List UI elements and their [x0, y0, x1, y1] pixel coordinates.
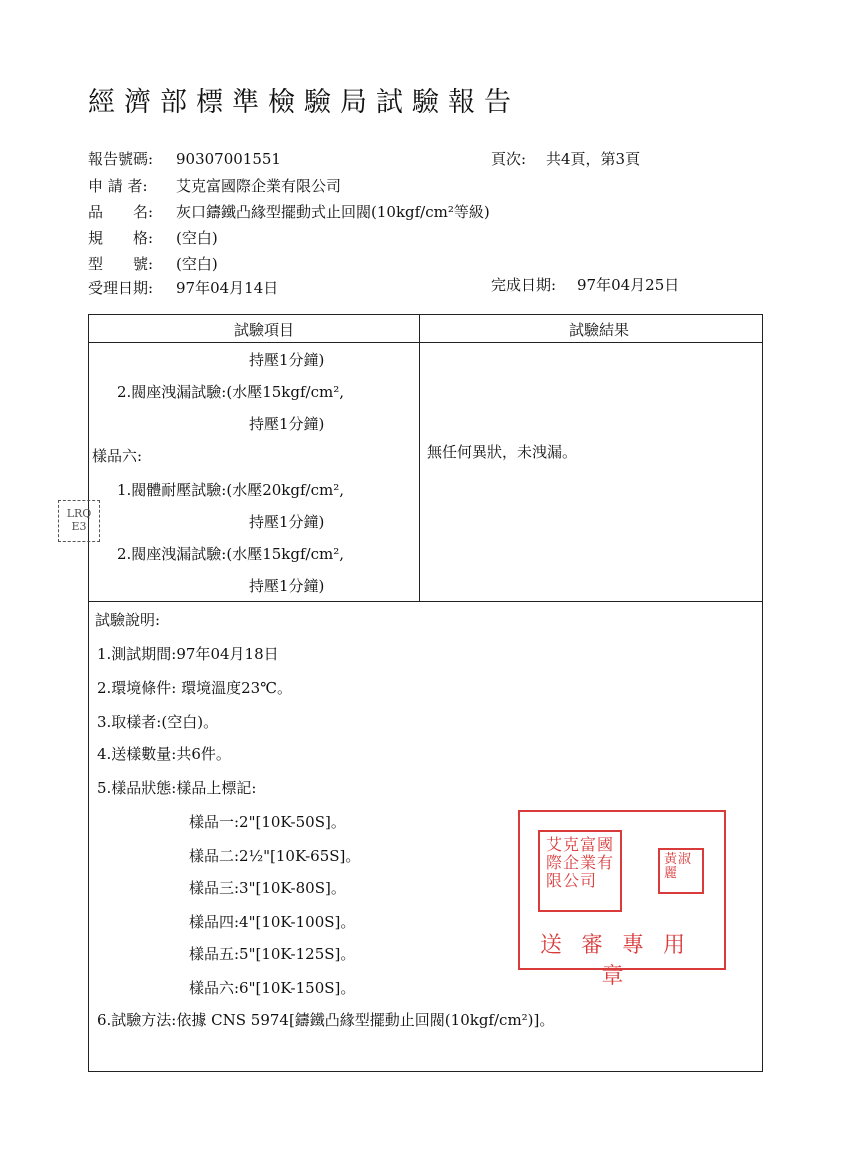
spec-row	[88, 227, 218, 248]
completed-date-value: 97年04月25日	[577, 276, 680, 294]
item-line: 持壓1分鐘)	[249, 577, 325, 595]
sample-mark: 樣品六:6"[10K-150S]。	[189, 979, 356, 997]
notes-divider	[89, 601, 762, 602]
company-seal-text: 艾克富國際企業有限公司	[546, 835, 615, 890]
stamp-caption: 送審專用章	[539, 933, 704, 989]
notes-heading: 試驗說明:	[95, 611, 161, 629]
company-seal	[538, 830, 622, 912]
item-line: 持壓1分鐘)	[249, 415, 325, 433]
model-value: (空白)	[176, 255, 218, 273]
note-environment: 2.環境條件: 環境溫度23℃。	[97, 679, 293, 697]
note-sampler: 3.取樣者:(空白)。	[97, 713, 219, 731]
product-row	[88, 201, 490, 222]
page-label: 頁次:	[491, 150, 527, 168]
item-line: 樣品六:	[92, 447, 143, 465]
sample-mark: 樣品五:5"[10K-125S]。	[189, 945, 356, 963]
completed-date-row	[491, 274, 679, 295]
note-method: 6.試驗方法:依據 CNS 5974[鑄鐵凸緣型擺動止回閥(10kgf/cm²)]。	[97, 1011, 555, 1029]
item-line: 2.閥座洩漏試驗:(水壓15kgf/cm²,	[117, 545, 345, 563]
sample-mark: 樣品一:2"[10K-50S]。	[189, 813, 346, 831]
sample-mark: 樣品三:3"[10K-80S]。	[189, 879, 346, 897]
applicant-value: 艾克富國際企業有限公司	[176, 177, 342, 195]
personal-seal	[658, 848, 704, 894]
received-date-label: 受理日期:	[88, 279, 154, 297]
model-label: 型 號:	[88, 255, 154, 273]
sample-mark: 樣品四:4"[10K-100S]。	[189, 913, 356, 931]
item-line: 1.閥體耐壓試驗:(水壓20kgf/cm²,	[117, 481, 345, 499]
applicant-label: 申 請 者:	[88, 177, 148, 195]
col-header-results: 試驗結果	[569, 321, 630, 339]
personal-seal-text: 黃淑麗	[664, 852, 693, 881]
completed-date-label: 完成日期:	[491, 276, 557, 294]
test-result: 無任何異狀，未洩漏。	[427, 443, 578, 461]
margin-seal: LRQ E3	[58, 500, 100, 542]
submission-stamp	[518, 810, 726, 989]
spec-label: 規 格:	[88, 229, 154, 247]
received-date-row	[88, 277, 278, 298]
received-date-value: 97年04月14日	[176, 279, 279, 297]
page-value: 共4頁，第3頁	[546, 150, 641, 168]
page-row	[491, 148, 640, 169]
item-line: 2.閥座洩漏試驗:(水壓15kgf/cm²,	[117, 383, 345, 401]
column-divider	[419, 315, 420, 601]
report-number-value: 90307001551	[176, 150, 281, 168]
document-title: 經濟部標準檢驗局試驗報告	[88, 87, 520, 118]
model-row	[88, 253, 218, 274]
report-number-label: 報告號碼:	[88, 150, 154, 168]
product-value: 灰口鑄鐵凸緣型擺動式止回閥(10kgf/cm²等級)	[176, 203, 490, 221]
item-line: 持壓1分鐘)	[249, 513, 325, 531]
col-header-items: 試驗項目	[234, 321, 295, 339]
note-condition: 5.樣品狀態:樣品上標記:	[97, 779, 257, 797]
header-divider	[89, 342, 762, 343]
report-number-row	[88, 148, 281, 169]
note-quantity: 4.送樣數量:共6件。	[97, 745, 231, 763]
note-test-period: 1.測試期間:97年04月18日	[97, 645, 279, 663]
product-label: 品 名:	[88, 203, 154, 221]
item-line: 持壓1分鐘)	[249, 351, 325, 369]
sample-mark: 樣品二:2½"[10K-65S]。	[189, 847, 361, 865]
spec-value: (空白)	[176, 229, 218, 247]
applicant-row	[88, 175, 341, 196]
